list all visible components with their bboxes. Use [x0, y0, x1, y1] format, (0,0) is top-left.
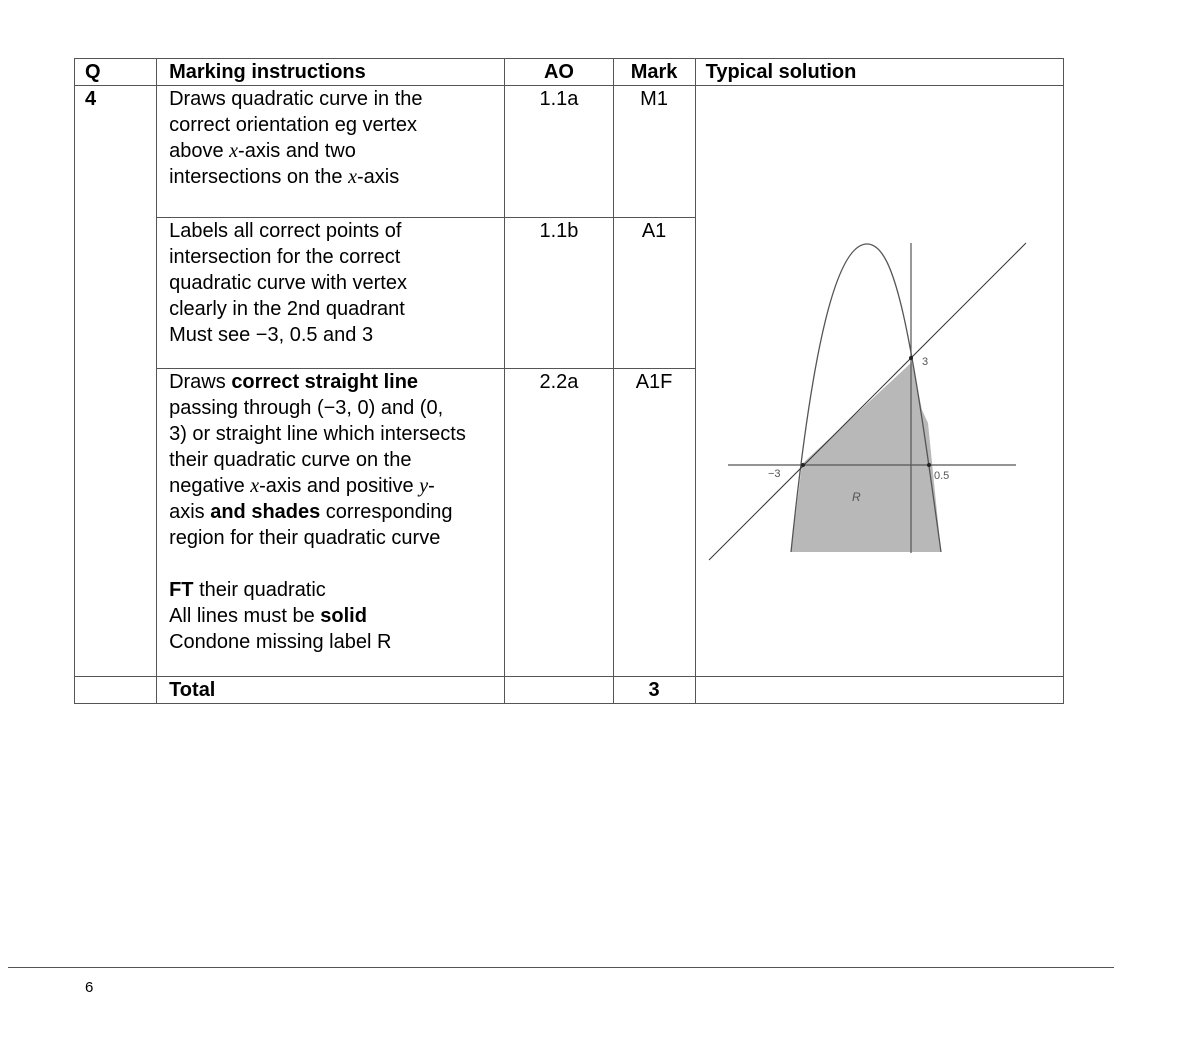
typical-solution-cell: [695, 86, 1063, 677]
instruction-line: Must see −3, 0.5 and 3: [169, 323, 374, 346]
mark-cell: A1: [613, 217, 695, 369]
header-ao: AO: [505, 59, 613, 86]
shaded-region-r: [791, 362, 941, 552]
page-number: 6: [85, 979, 94, 996]
instruction-line: negative x-axis and positive y-: [169, 475, 435, 498]
header-row: [75, 59, 1064, 86]
instruction-line: clearly in the 2nd quadrant: [169, 297, 405, 320]
ao-cell: 1.1b: [505, 217, 613, 369]
header-typical-solution: Typical solution: [695, 59, 1063, 86]
instruction-line: intersections on the x-axis: [169, 166, 400, 188]
instruction-line: Draws correct straight line: [169, 371, 419, 394]
mark-cell: M1: [613, 86, 695, 218]
total-solution-cell: [695, 677, 1063, 704]
instruction-line: Labels all correct points of: [169, 219, 402, 242]
question-number-spacer: [75, 217, 157, 369]
instruction-line: correct orientation eg vertex: [169, 114, 417, 136]
total-q-cell: [75, 677, 157, 704]
instruction-line: axis and shades corresponding: [169, 501, 453, 524]
total-label: Total: [157, 677, 505, 704]
instruction-line: FT their quadratic: [169, 579, 326, 602]
mark-cell: A1F: [613, 369, 695, 677]
ao-cell: 1.1a: [505, 86, 613, 218]
header-mark: Mark: [613, 59, 695, 86]
table-row: [75, 86, 1064, 218]
label-x-0-5: 0.5: [933, 470, 949, 482]
header-marking-instructions: Marking instructions: [157, 59, 505, 86]
label-y-3: 3: [921, 356, 928, 368]
marking-instruction-cell: [157, 217, 505, 369]
question-number-spacer: [75, 369, 157, 677]
label-region-r: R: [851, 490, 861, 504]
point-3: [909, 356, 913, 360]
instruction-line: Condone missing label R: [169, 631, 392, 654]
total-row: [75, 677, 1064, 704]
instruction-line: passing through (−3, 0) and (0,: [169, 397, 444, 420]
marking-instruction-cell: [157, 86, 505, 218]
total-mark: 3: [613, 677, 695, 704]
point-0-5: [927, 463, 931, 467]
label-x-neg3: −3: [767, 468, 781, 480]
question-number: 4: [75, 86, 157, 218]
instruction-line: intersection for the correct: [169, 245, 401, 268]
instruction-line: their quadratic curve on the: [169, 449, 412, 472]
header-q: Q: [75, 59, 157, 86]
ao-cell: 2.2a: [505, 369, 613, 677]
instruction-line: 3) or straight line which intersects: [169, 423, 466, 446]
marking-scheme-table: [74, 58, 1064, 704]
instruction-line: All lines must be solid: [169, 605, 367, 628]
instruction-line: region for their quadratic curve: [169, 527, 441, 550]
marking-instruction-cell: [157, 369, 505, 677]
total-ao-cell: [505, 677, 613, 704]
point-neg3: [801, 463, 805, 467]
instruction-line: Draws quadratic curve in the: [169, 88, 423, 110]
instruction-line: quadratic curve with vertex: [169, 271, 407, 294]
typical-solution-graph: [696, 86, 1062, 676]
footer-divider: [8, 967, 1114, 968]
instruction-line: above x-axis and two: [169, 140, 356, 162]
